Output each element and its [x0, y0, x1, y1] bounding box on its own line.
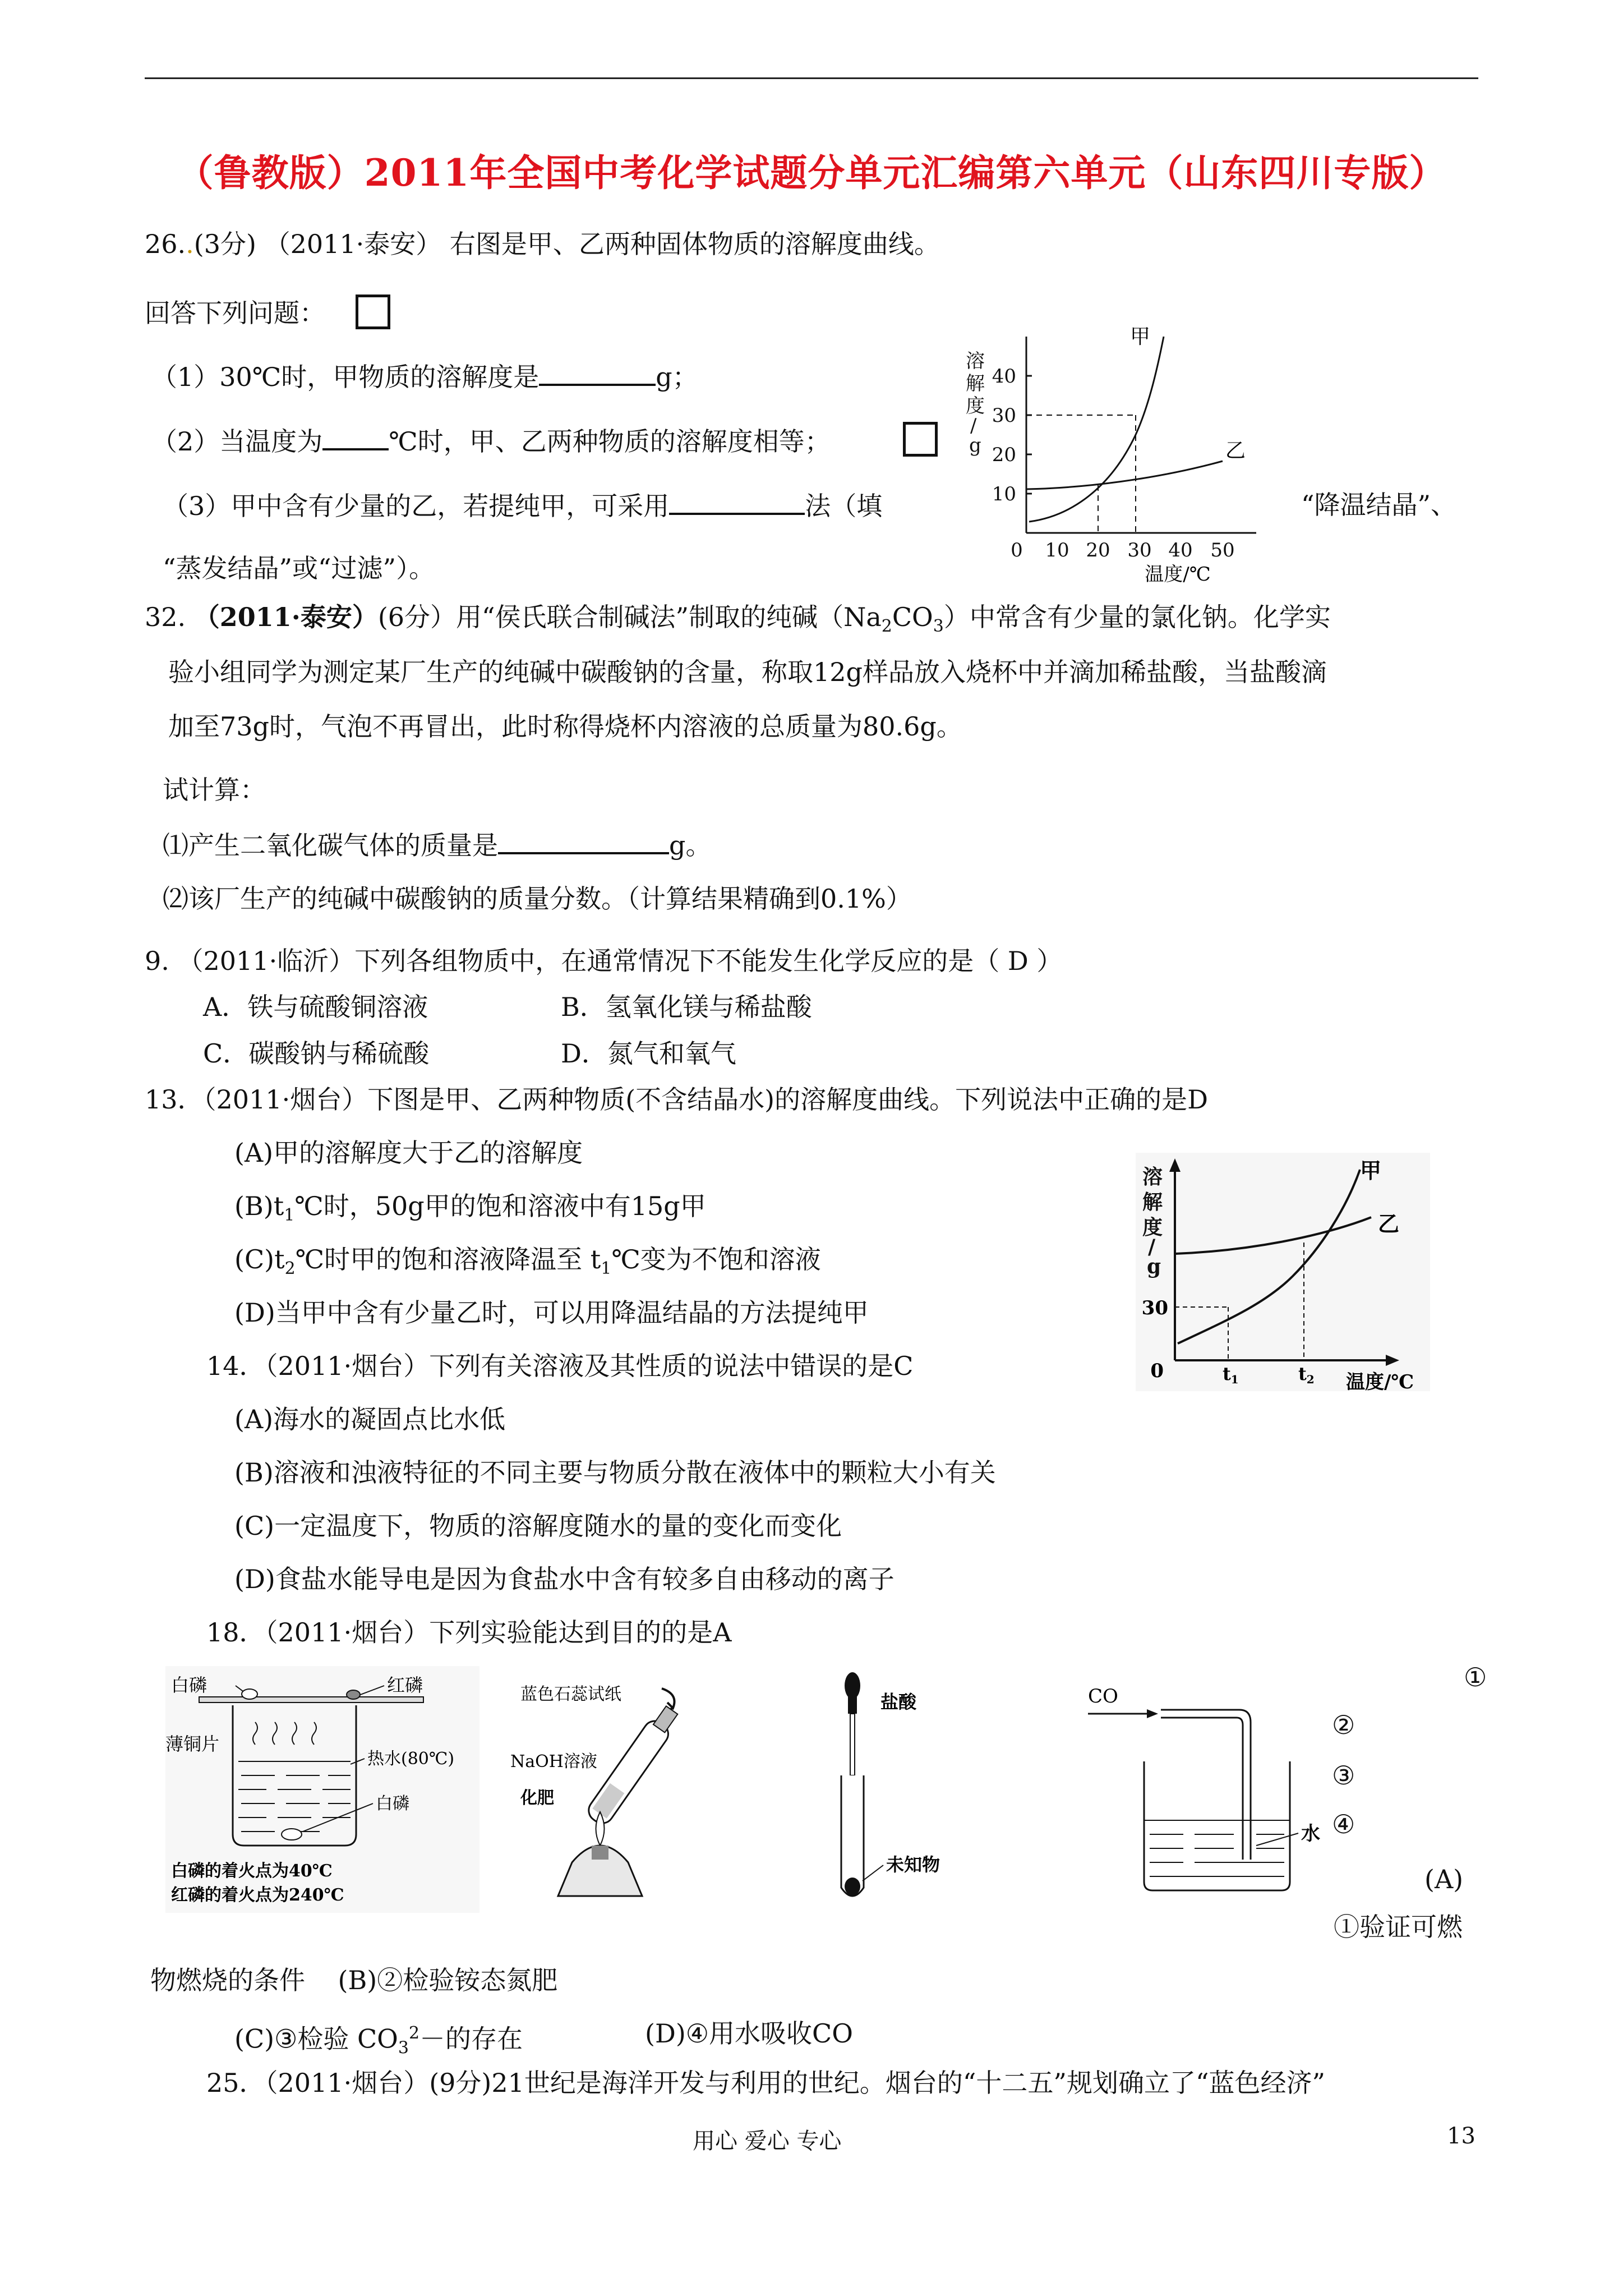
label-unknown: 未知物 [886, 1854, 940, 1875]
ylabel-char: 度 [966, 395, 985, 417]
copper-sheet [199, 1697, 423, 1703]
xtick-t2: t2 [1298, 1363, 1315, 1386]
ylabel-char: / [970, 415, 977, 437]
fig-carbonate-test [813, 1669, 993, 1904]
marker-2: ② [1332, 1710, 1355, 1740]
q14-stem: 14．（2011·烟台）下列有关溶液及其性质的说法中错误的是C [206, 1351, 914, 1381]
series-label-jia: 甲 [1360, 1158, 1382, 1183]
q9-option-d: D．氮气和氧气 [561, 1038, 736, 1069]
label-naoh: NaOH溶液 [510, 1752, 597, 1772]
xaxis-label: 温度/℃ [1346, 1371, 1414, 1391]
q9-option-b: B．氢氧化镁与稀盐酸 [561, 992, 812, 1022]
q13-option-b: $(B)t_1℃$时，50g甲的饱和溶液中有15g甲 [234, 1191, 706, 1226]
q14-option-c: (C)一定温度下，物质的溶解度随水的量的变化而变化 [234, 1511, 842, 1541]
q18-option-a-cont: 物燃烧的条件 (B)②检验铵态氮肥 [150, 1965, 558, 1995]
note-white-ignition: 白磷的着火点为40℃ [171, 1861, 333, 1881]
q26-stem: 26..(3分) （2011·泰安） 右图是甲、乙两种固体物质的溶解度曲线。 [145, 229, 940, 259]
blank-temperature[interactable] [322, 424, 389, 450]
q26-solubility-chart [942, 314, 1273, 589]
q26-part2: （2）当温度为 ℃时，甲、乙两种物质的溶解度相等； [151, 424, 831, 458]
q25-stem: 25．（2011·烟台）(9分)21世纪是海洋开发与利用的世纪。烟台的“十二五”规划确立了“蓝色经济” [206, 2068, 1325, 2098]
q32-line1: 32. （2011·泰安）(6分）用“侯氏联合制碱法”制取的纯碱$(Na_2CO_3)$中常含有少量的氯化钠。化学实 [145, 602, 1331, 637]
ylabel-char: 溶 [1142, 1165, 1163, 1189]
page-title: （鲁教版）2011年全国中考化学试题分单元汇编第六单元（山东四川专版） [176, 151, 1447, 195]
fig-ammonium-test [510, 1677, 695, 1913]
label-co: CO [1088, 1685, 1118, 1708]
xtick-label: 30 [1127, 539, 1152, 562]
blank-method[interactable] [669, 488, 805, 515]
ylabel-char: g [969, 434, 981, 457]
ylabel-char: 度 [1142, 1216, 1163, 1239]
q13-option-c: $(C)t_2℃$时甲的饱和溶液降温至 $t_1℃$变为不饱和溶液 [234, 1244, 821, 1279]
answer-checkbox-1[interactable] [356, 295, 390, 329]
footer-motto: 用心 爱心 专心 [693, 2128, 842, 2154]
ytick-label: 10 [992, 483, 1016, 505]
q32-line3: 加至73g时，气泡不再冒出，此时称得烧杯内溶液的总质量为80.6g。 [168, 711, 962, 742]
label-fertilizer: 化肥 [520, 1788, 554, 1808]
label-hot-water: 热水(80℃) [367, 1749, 455, 1769]
q32-line5: ⑴产生二氧化碳气体的质量是 g。 [163, 827, 711, 862]
xtick-label: 20 [1086, 539, 1110, 562]
q9-option-a: A．铁与硫酸铜溶液 [203, 992, 428, 1022]
blank-solubility[interactable] [539, 359, 656, 386]
q26-part3: （3）甲中含有少量的乙，若提纯甲，可采用 法（填 [163, 488, 882, 523]
label-water: 水 [1301, 1823, 1320, 1845]
q26-part1: （1）30℃时，甲物质的溶解度是 g； [151, 359, 698, 394]
header-rule [145, 77, 1478, 79]
series-label-jia: 甲 [1130, 325, 1151, 348]
note-red-ignition: 红磷的着火点为240℃ [171, 1885, 344, 1905]
xtick-label: 0 [1011, 539, 1023, 562]
beaker [1144, 1761, 1290, 1890]
q14-option-d: (D)食盐水能导电是因为食盐水中含有较多自由移动的离子 [234, 1564, 895, 1594]
q26-part3-option: “降温结晶”、 [1301, 490, 1457, 520]
q18-option-c: (C)③检验 $CO_3^2-$的存在 [234, 2023, 523, 2058]
q32-line2: 验小组同学为测定某厂生产的纯碱中碳酸钠的含量，称取12g样品放入烧杯中并滴加稀盐酸，当盐酸滴 [168, 657, 1327, 687]
q26-answer-prompt: 回答下列问题： [145, 298, 325, 328]
ytick-label: 40 [992, 365, 1016, 388]
marker-3: ③ [1332, 1760, 1355, 1791]
ylabel-char: 溶 [966, 350, 985, 372]
q18-option-a-text: ①验证可燃 [1334, 1912, 1463, 1942]
label-red-phosphorus: 红磷 [387, 1674, 423, 1696]
xtick-t1: t1 [1223, 1363, 1239, 1386]
ytick-30: 30 [1141, 1297, 1168, 1319]
q26-part3-cont: “蒸发结晶”或“过滤”）。 [163, 553, 435, 583]
q18-option-a-label: (A) [1424, 1864, 1464, 1894]
fig-co-absorption [1088, 1677, 1329, 1902]
xtick-label: 40 [1168, 539, 1193, 562]
label-white-phosphorus-2: 白磷 [376, 1794, 409, 1814]
ytick-label: 30 [992, 404, 1016, 427]
curve-yi [1026, 461, 1223, 489]
q13-solubility-chart [1136, 1153, 1430, 1391]
origin-label: 0 [1150, 1360, 1164, 1382]
q14-option-b: (B)溶液和浊液特征的不同主要与物质分散在液体中的颗粒大小有关 [234, 1457, 996, 1488]
series-label-yi: 乙 [1225, 439, 1246, 462]
label-copper-sheet: 薄铜片 [165, 1733, 220, 1755]
ylabel-char: 解 [1142, 1190, 1163, 1214]
ylabel-char: 解 [966, 372, 985, 395]
curve-jia [1029, 337, 1164, 522]
q13-option-a: (A)甲的溶解度大于乙的溶解度 [234, 1138, 583, 1168]
q18-stem: 18．（2011·烟台）下列实验能达到目的的是A [206, 1617, 732, 1648]
ylabel-char: / [1148, 1235, 1156, 1259]
label-litmus-paper: 蓝色石蕊试纸 [520, 1685, 621, 1704]
xtick-label: 50 [1210, 539, 1235, 562]
q13-stem: 13．（2011·烟台）下图是甲、乙两种物质(不含结晶水)的溶解度曲线。下列说法中正确的是D [145, 1084, 1208, 1115]
q9-stem: 9. （2011·临沂）下列各组物质中，在通常情况下不能发生化学反应的是（ D ） [145, 946, 1063, 976]
marker-1: ① [1464, 1662, 1487, 1692]
blank-co2-mass[interactable] [498, 827, 669, 854]
ytick-label: 20 [992, 444, 1016, 466]
q9-option-c: C．碳酸钠与稀硫酸 [203, 1038, 430, 1069]
fig-combustion-experiment [165, 1666, 479, 1913]
xtick-label: 10 [1045, 539, 1069, 562]
q13-option-d: (D)当甲中含有少量乙时，可以用降温结晶的方法提纯甲 [234, 1297, 869, 1328]
answer-checkbox-2[interactable] [903, 422, 938, 457]
xaxis-label: 温度/℃ [1145, 563, 1211, 586]
page-number: 13 [1447, 2123, 1476, 2149]
series-label-yi: 乙 [1378, 1211, 1400, 1236]
q32-line4: 试计算： [163, 775, 266, 805]
q32-line6: ⑵该厂生产的纯碱中碳酸钠的质量分数。（计算结果精确到0.1%） [163, 884, 912, 914]
marker-4: ④ [1332, 1809, 1355, 1839]
q18-option-d: (D)④用水吸收CO [645, 2018, 853, 2049]
q14-option-a: (A)海水的凝固点比水低 [234, 1404, 506, 1434]
label-hydrochloric-acid: 盐酸 [880, 1691, 917, 1713]
label-white-phosphorus: 白磷 [171, 1674, 208, 1696]
ylabel-char: g [1147, 1255, 1161, 1278]
